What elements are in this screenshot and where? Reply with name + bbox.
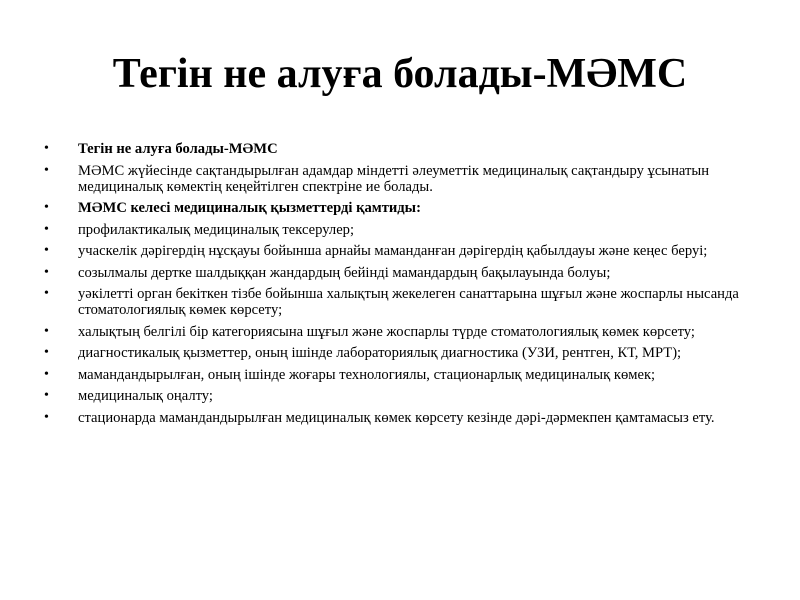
list-item-text: уәкілетті орган бекіткен тізбе бойынша халықтың жекелеген санаттарына шұғыл және жоспарлы нысанда стоматологиялық көмек көрсету;: [78, 286, 739, 318]
bullet-icon: •: [44, 200, 49, 215]
list-item: [40, 163, 740, 195]
bullet-icon: •: [44, 388, 49, 403]
bullet-icon: •: [44, 366, 49, 382]
list-item: [40, 388, 740, 404]
bullet-icon: •: [44, 141, 49, 156]
list-item-text: МӘМС жүйесінде сақтандырылған адамдар міндетті әлеуметтік медициналық сақтандыру ұсынатын медициналық көмектің кеңейтілген спектріне ие болады.: [78, 162, 710, 195]
list-item-text: стационарда мамандандырылған медициналық көмек көрсету кезінде дәрі-дәрмекпен қамтамасыз ету.: [78, 409, 715, 426]
list-item-text: мамандандырылған, оның ішінде жоғары технологиялы, стационарлық медициналық көмек;: [78, 366, 656, 383]
bullet-icon: •: [44, 243, 49, 258]
bullet-icon: •: [44, 323, 49, 339]
list-item: [40, 243, 740, 259]
bullet-icon: •: [44, 221, 49, 237]
list-item-text: Тегін не алуға болады-МӘМС: [78, 141, 278, 157]
bullet-icon: •: [44, 286, 49, 301]
list-item-text: учаскелік дәрігердің нұсқауы бойынша арнайы маманданған дәрігердің қабылдауы және кеңес беруі;: [78, 243, 708, 259]
list-item-text: халықтың белгілі бір категориясына шұғыл және жоспарлы түрде стоматологиялық көмек көрсету;: [78, 323, 695, 340]
bullet-icon: •: [44, 162, 49, 178]
list-item: [40, 367, 740, 383]
bullet-icon: •: [44, 345, 49, 360]
list-item: [40, 345, 740, 361]
list-item: [40, 410, 740, 426]
list-item-text: медициналық оңалту;: [78, 388, 213, 404]
list-item: [40, 324, 740, 340]
list-item: [40, 265, 740, 281]
list-item-text: МӘМС келесі медициналық қызметтерді қамтиды:: [78, 200, 421, 216]
list-item-text: профилактикалық медициналық тексерулер;: [78, 221, 355, 238]
list-item: [40, 141, 740, 157]
list-item-text: созылмалы дертке шалдыққан жандардың бейінді мамандардың бақылауында болуы;: [78, 264, 611, 281]
bullet-list: [40, 141, 740, 431]
list-item: [40, 222, 740, 238]
slide-title: Тегін не алуға болады-МӘМС: [112, 51, 688, 97]
bullet-icon: •: [44, 409, 49, 425]
bullet-icon: •: [44, 264, 49, 280]
list-item: [40, 200, 740, 216]
list-item: [40, 286, 740, 318]
list-item-text: диагностикалық қызметтер, оның ішінде лабораториялық диагностика (УЗИ, рентген, КТ, МРТ);: [78, 345, 682, 361]
